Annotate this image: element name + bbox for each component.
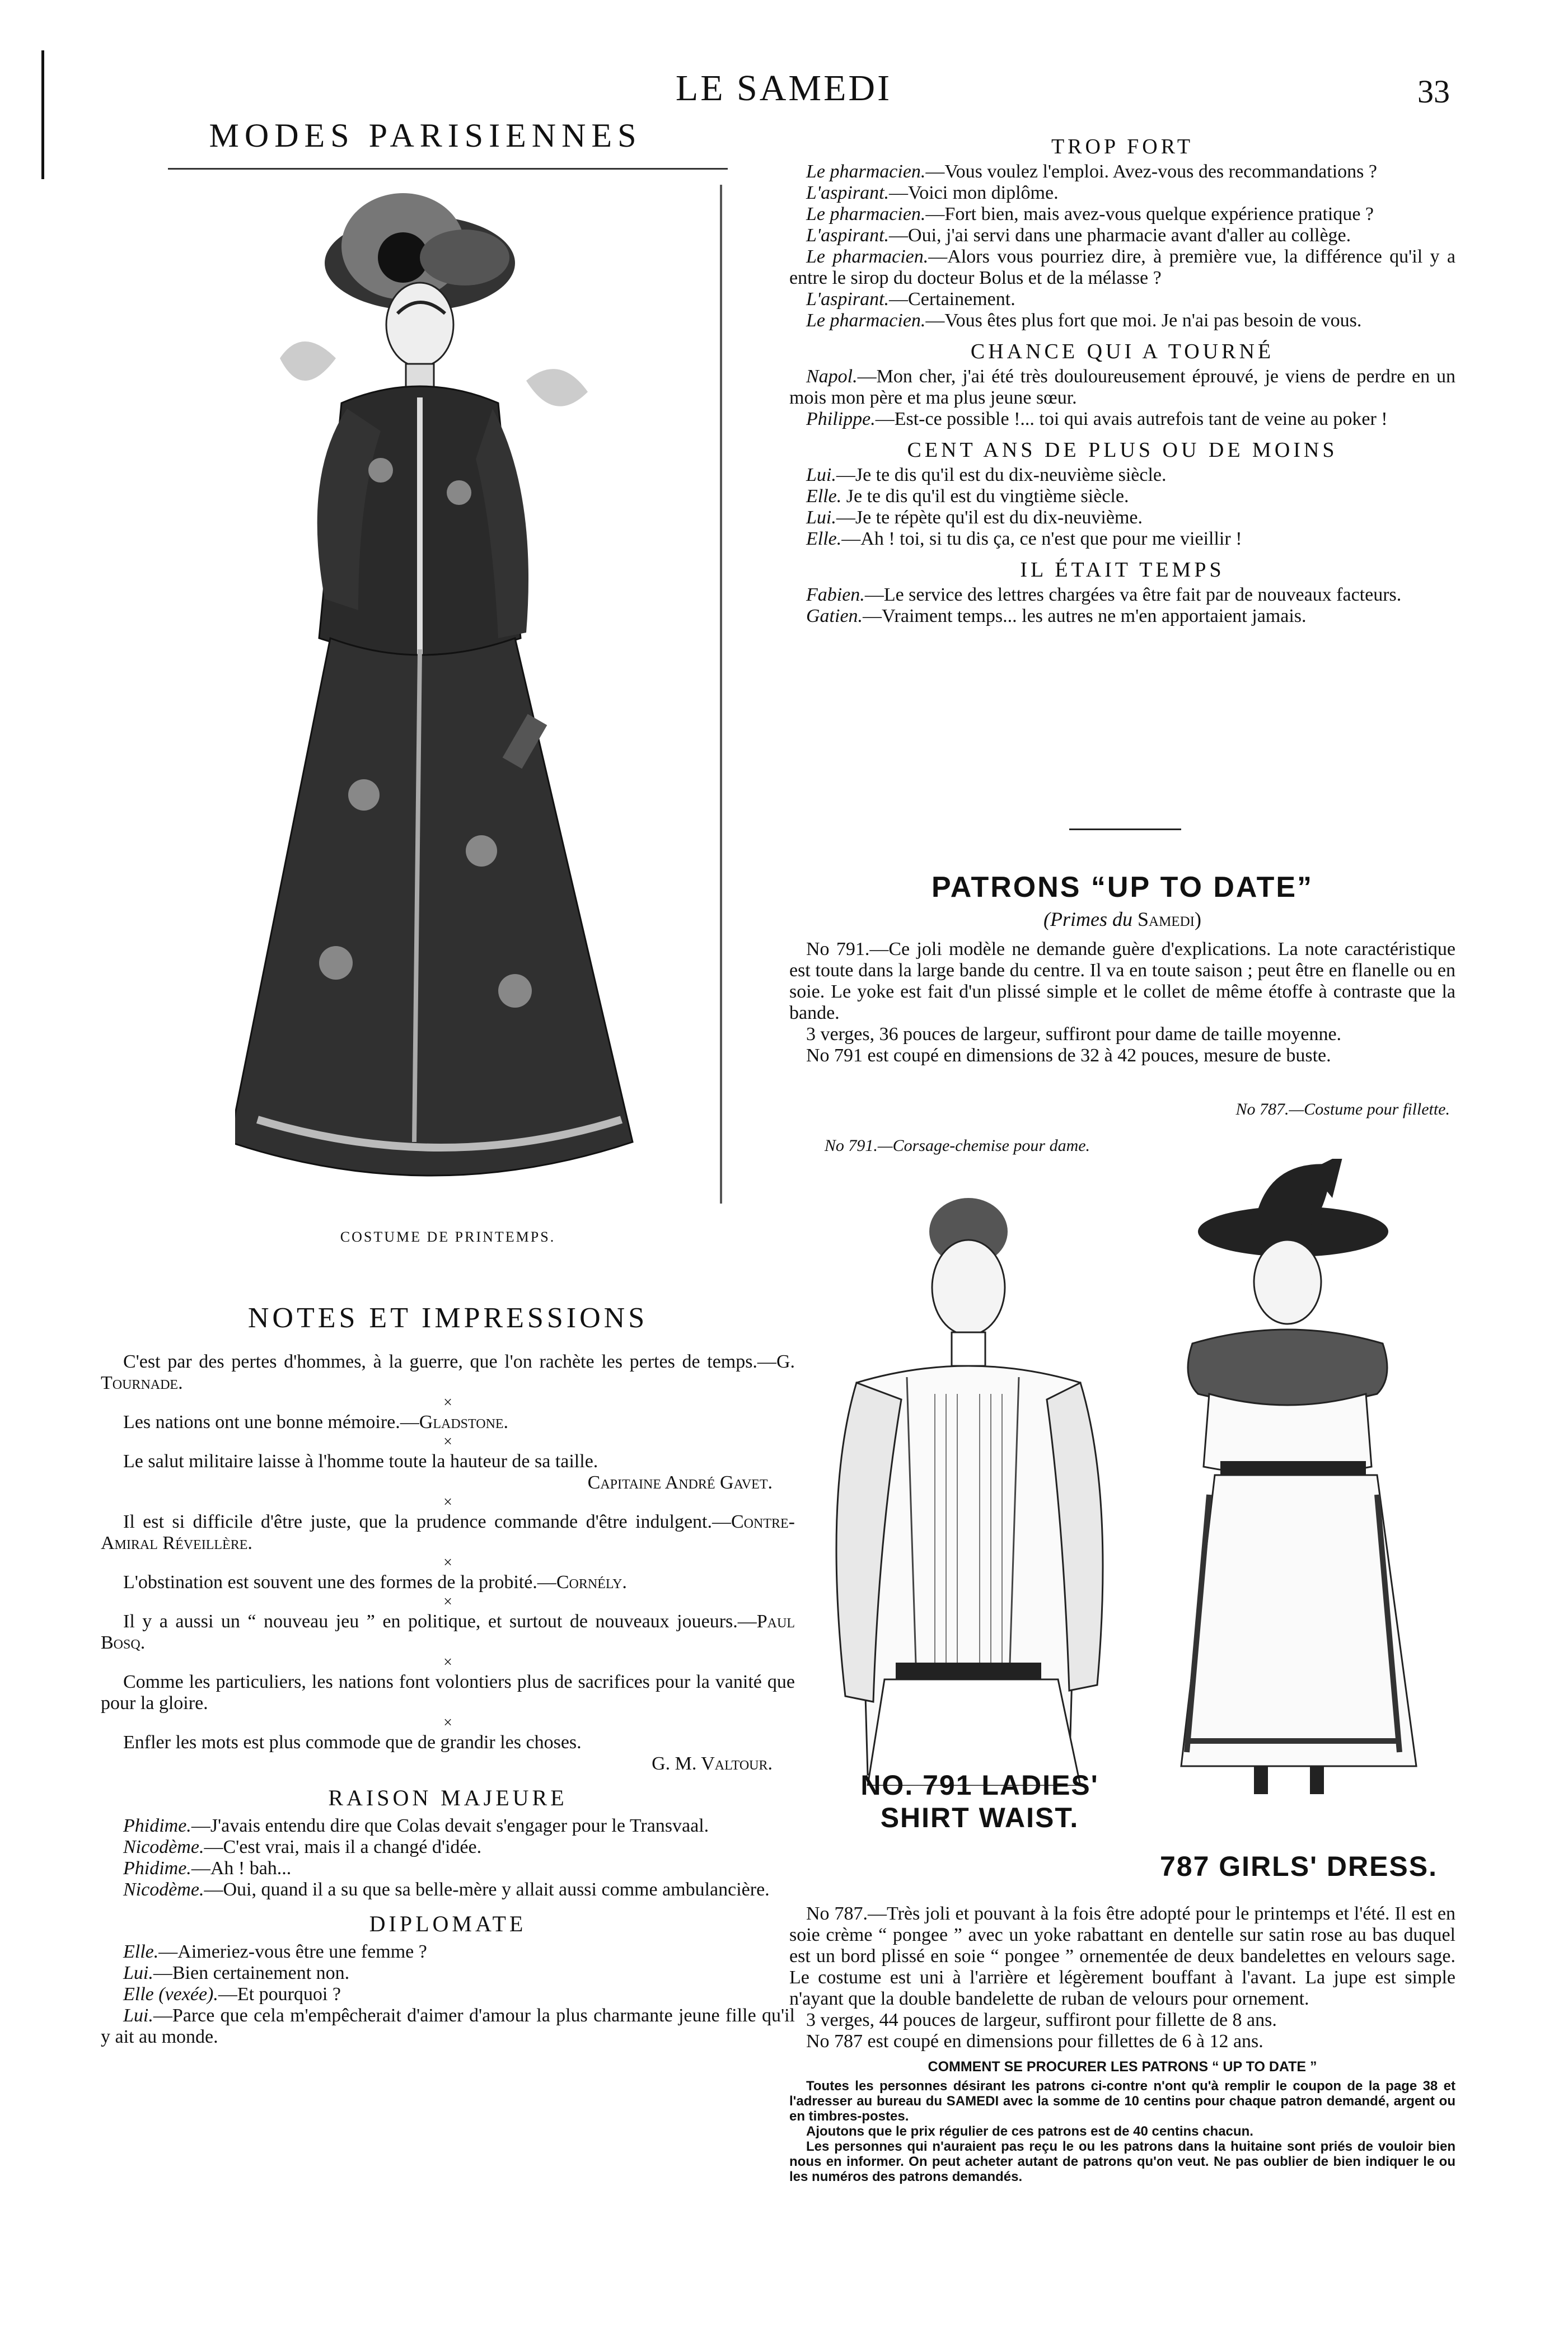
notes-section [101, 1302, 795, 2048]
patrons-subtitle: (Primes du Samedi) [1043, 908, 1201, 930]
dialogue-line: Napol.—Mon cher, j'ai été très douloureusement éprouvé, je viens de perdre en un mois mon père et ma plus jeune sœur. [789, 366, 1455, 408]
separator-mark: × [443, 1394, 452, 1411]
pattern-791-description: No 791.—Ce joli modèle ne demande guère d'explications. La note caractéristique est toute dans la large bande du centre. Il va en toute saison ; peut être en flanelle ou en soie. Le yoke est fait d'un plissé simple et le collet de même étoffe à contraste que la bande. [789, 939, 1455, 1023]
comment-paragraph: Toutes les personnes désirant les patrons ci-contre n'ont qu'à remplir le coupon de la page 38 et l'adresser au bureau du SAMEDI avec la somme de 10 centins pour chaque patron demandé, argent ou en timbres-postes. [789, 2079, 1455, 2124]
dialogue-line: Phidime.—J'avais entendu dire que Colas devait s'engager pour le Transvaal. [123, 1815, 709, 1836]
note-item: L'obstination est souvent une des formes de la probité.—Cornély. [123, 1572, 627, 1593]
note-item: Le salut militaire laisse à l'homme toute la hauteur de sa taille. Capitaine André Gavet. [123, 1451, 773, 1493]
dialogue-line: Lui.—Parce que cela m'empêcherait d'aimer d'amour la plus charmante jeune fille qu'il y ait au monde. [101, 2005, 795, 2047]
trop-fort-title: TROP FORT [1051, 135, 1194, 158]
dialogue-line: Le pharmacien.—Vous voulez l'emploi. Avez-vous des recommandations ? [806, 161, 1377, 182]
raison-title: RAISON MAJEURE [328, 1785, 568, 1810]
margin-rule [41, 50, 44, 179]
note-item: Enfler les mots est plus commode que de grandir les choses. G. M. Valtour. [123, 1732, 773, 1774]
dialogue-line: Lui.—Bien certainement non. [123, 1963, 350, 1983]
il-etait-title: IL ÉTAIT TEMPS [1020, 558, 1225, 582]
figure-caption: COSTUME DE PRINTEMPS. [340, 1229, 556, 1245]
frame-rule [720, 185, 722, 1204]
separator-mark: × [443, 1593, 452, 1611]
patrons-title: PATRONS “UP TO DATE” [931, 871, 1314, 904]
dialogue-line: Phidime.—Ah ! bah... [123, 1858, 292, 1879]
dialogue-line: Le pharmacien.—Vous êtes plus fort que moi. Je n'ai pas besoin de vous. [806, 310, 1362, 331]
dialogue-line: Elle.—Ah ! toi, si tu dis ça, ce n'est que pour me vieillir ! [806, 528, 1242, 549]
label-787: 787 GIRLS' DRESS. [1159, 1851, 1438, 1882]
shirt-waist-illustration [817, 1181, 1131, 1786]
newspaper-title: LE SAMEDI [675, 68, 892, 109]
anecdotes-column [789, 134, 1455, 627]
dialogue-line: Nicodème.—C'est vrai, mais il a changé d'idée. [123, 1837, 482, 1857]
dialogue-line: Le pharmacien.—Fort bien, mais avez-vous quelque expérience pratique ? [806, 204, 1374, 224]
note-item: Comme les particuliers, les nations font volontiers plus de sacrifices pour la vanité que pour la gloire. [101, 1672, 795, 1714]
separator-mark: × [443, 1433, 452, 1450]
caption-787: No 787.—Costume pour fillette. [1235, 1100, 1450, 1118]
modes-title: MODES PARISIENNES [209, 117, 642, 154]
dialogue-line: L'aspirant.—Certainement. [806, 289, 1015, 310]
dialogue-line: Elle. Je te dis qu'il est du vingtième siècle. [806, 486, 1129, 507]
page-number: 33 [1417, 73, 1450, 110]
dialogue-line: Lui.—Je te répète qu'il est du dix-neuvième. [806, 507, 1143, 528]
pattern-787-description: No 787.—Très joli et pouvant à la fois être adopté pour le printemps et l'été. Il est en soie crème “ pongee ” avec un yoke rabattant en dentelle sur satin rose au bas duquel est un bord plissé en soie “ pongee ” ornementée de deux bandelettes en velours sage. Le costume est uni à l'arrière et légèrement bouffant à l'avant. La jupe est simple n'ayant que la double bandelette de ruban de velours pour ornement. [789, 1903, 1455, 2009]
dialogue-line: Philippe.—Est-ce possible !... toi qui avais autrefois tant de veine au poker ! [806, 409, 1388, 429]
dialogue-line: Le pharmacien.—Alors vous pourriez dire, à première vue, la différence qu'il y a entre le sirop du docteur Bolus et de la mélasse ? [789, 246, 1455, 288]
pattern-787-sizes: No 787 est coupé en dimensions pour fillettes de 6 à 12 ans. [806, 2031, 1263, 2052]
dialogue-line: L'aspirant.—Oui, j'ai servi dans une pharmacie avant d'aller au collège. [806, 225, 1351, 246]
caption-791: No 791.—Corsage-chemise pour dame. [824, 1136, 1090, 1155]
dialogue-line: Fabien.—Le service des lettres chargées va être fait par de nouveaux facteurs. [806, 584, 1402, 605]
comment-paragraph: Ajoutons que le prix régulier de ces patrons est de 40 centins chacun. [806, 2124, 1253, 2139]
comment-title: COMMENT SE PROCURER LES PATRONS “ UP TO DATE ” [928, 2059, 1317, 2075]
note-item: Il est si difficile d'être juste, que la prudence commande d'être indulgent.—Contre-Amiral Réveillère. [101, 1511, 795, 1553]
chance-title: CHANCE QUI A TOURNÉ [970, 340, 1275, 363]
pattern-787-yardage: 3 verges, 44 pouces de largeur, suffiront pour fillette de 8 ans. [806, 2010, 1277, 2030]
cent-ans-title: CENT ANS DE PLUS OU DE MOINS [907, 438, 1338, 462]
patrons-section [789, 870, 1455, 1066]
dialogue-line: Elle.—Aimeriez-vous être une femme ? [123, 1941, 427, 1962]
dialogue-line: Lui.—Je te dis qu'il est du dix-neuvième siècle. [806, 465, 1167, 485]
dialogue-line: L'aspirant.—Voici mon diplôme. [806, 182, 1059, 203]
diplomate-title: DIPLOMATE [369, 1911, 527, 1936]
girls-dress-illustration [1142, 1159, 1455, 1797]
separator-mark: × [443, 1554, 452, 1571]
separator-mark: × [443, 1654, 452, 1671]
note-item: C'est par des pertes d'hommes, à la guerre, que l'on rachète les pertes de temps.—G. Tournade. [101, 1351, 795, 1393]
section-divider [1069, 829, 1181, 830]
pattern-787-section [789, 1903, 1455, 2184]
dialogue-line: Gatien.—Vraiment temps... les autres ne m'en apportaient jamais. [806, 606, 1307, 626]
pattern-791-sizes: No 791 est coupé en dimensions de 32 à 42 pouces, mesure de buste. [806, 1045, 1331, 1066]
dialogue-line: Elle (vexée).—Et pourquoi ? [123, 1984, 341, 2005]
separator-mark: × [443, 1494, 452, 1511]
notes-title: NOTES ET IMPRESSIONS [247, 1302, 648, 1334]
pattern-791-yardage: 3 verges, 36 pouces de largeur, suffiront pour dame de taille moyenne. [806, 1024, 1342, 1045]
dialogue-line: Nicodème.—Oui, quand il a su que sa belle-mère y allait aussi comme ambulancière. [123, 1879, 770, 1900]
spring-costume-illustration [235, 179, 672, 1209]
note-item: Il y a aussi un “ nouveau jeu ” en politique, et surtout de nouveaux joueurs.—Paul Bosq. [101, 1611, 795, 1653]
comment-paragraph: Les personnes qui n'auraient pas reçu le ou les patrons dans la huitaine sont priés de vouloir bien nous en informer. On peut acheter autant de patrons qu'on veut. Ne pas oublier de bien indiquer le ou les numéros des patrons demandés. [789, 2139, 1455, 2184]
separator-mark: × [443, 1714, 452, 1731]
note-item: Les nations ont une bonne mémoire.—Gladstone. [123, 1412, 509, 1433]
label-791: NO. 791 LADIES' SHIRT WAIST. [860, 1770, 1099, 1833]
